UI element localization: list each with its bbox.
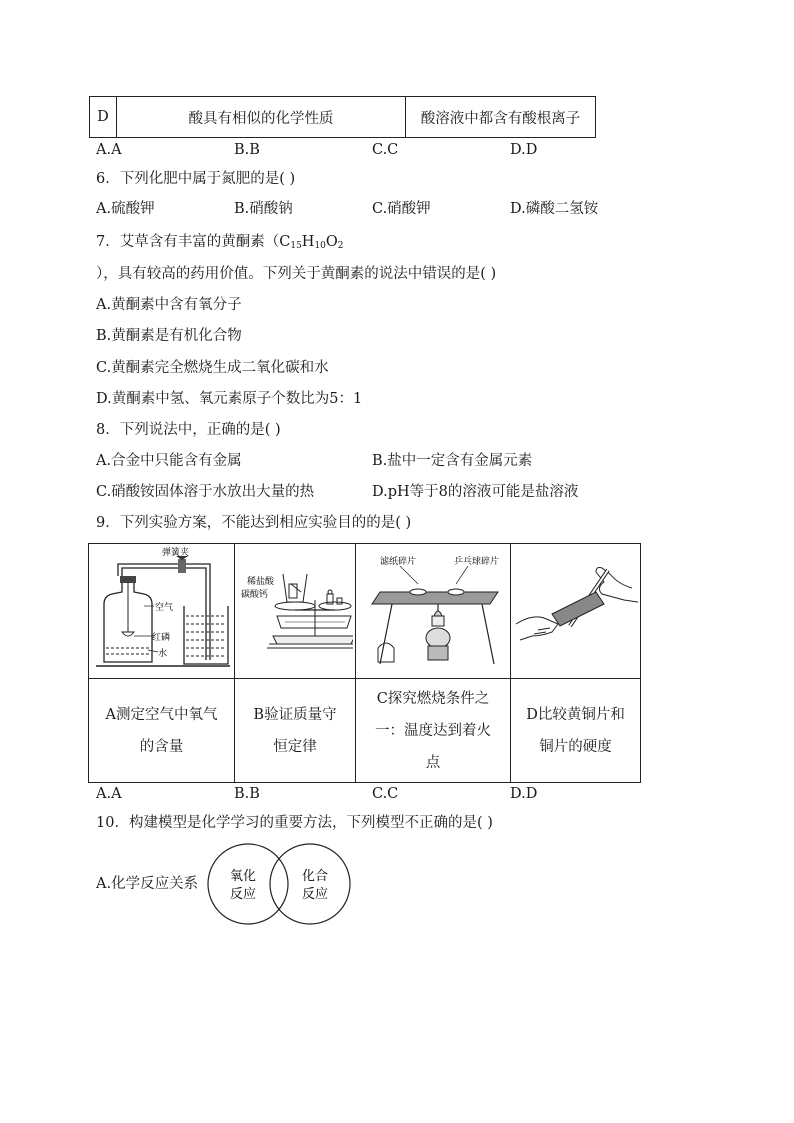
q7-option-b[interactable]: B.黄酮素是有机化合物 bbox=[96, 328, 242, 344]
q8-option-b[interactable]: B.盐中一定含有金属元素 bbox=[372, 453, 533, 469]
option-b[interactable]: B.B bbox=[234, 786, 260, 802]
q7-option-a[interactable]: A.黄酮素中含有氧分子 bbox=[96, 297, 242, 313]
label-filter-paper: 滤纸碎片 bbox=[380, 557, 417, 567]
label-phosphorus: 红磷 bbox=[151, 633, 170, 643]
q7-stem-line1 bbox=[96, 232, 344, 256]
right-circle-line1: 化合 bbox=[302, 869, 329, 884]
q7-stem-part1: 7．艾草含有丰富的黄酮素（ bbox=[96, 234, 280, 250]
figure-c-cell bbox=[356, 544, 511, 679]
table-cell-explanation: 酸溶液中都含有酸根离子 bbox=[406, 97, 596, 138]
caption-a: A测定空气中氧气 的含量 bbox=[89, 679, 235, 783]
oxidation-circle bbox=[208, 844, 288, 924]
option-a[interactable]: A.A bbox=[96, 786, 122, 802]
q10-option-a[interactable]: A.化学反应关系 bbox=[96, 876, 199, 892]
caption-b: B验证质量守 恒定律 bbox=[235, 679, 356, 783]
table-cell-letter: D bbox=[90, 97, 117, 138]
option-a[interactable]: A.硫酸钾 bbox=[96, 201, 155, 217]
option-c[interactable]: C.硝酸钾 bbox=[372, 201, 431, 217]
chemical-formula: $C_{15}H_{10}O_2$ bbox=[279, 234, 344, 251]
left-circle-line1: 氧化 bbox=[230, 869, 257, 884]
figure-d-cell bbox=[511, 544, 641, 679]
figure-b-cell bbox=[235, 544, 356, 679]
option-d[interactable]: D.D bbox=[510, 142, 538, 158]
label-clamp: 弹簧夹 bbox=[161, 548, 189, 558]
option-c[interactable]: C.C bbox=[372, 142, 399, 158]
experiment-table bbox=[88, 543, 641, 783]
q8-option-a[interactable]: A.合金中只能含有金属 bbox=[96, 453, 242, 469]
q8-option-d[interactable]: D.pH等于8的溶液可能是盐溶液 bbox=[372, 484, 579, 500]
answer-table-row-d bbox=[89, 96, 596, 138]
left-circle-line2: 反应 bbox=[230, 887, 257, 902]
option-d[interactable]: D.D bbox=[510, 786, 538, 802]
caption-d: D比较黄铜片和 铜片的硬度 bbox=[511, 679, 641, 783]
label-pingpong: 乒乓球碎片 bbox=[454, 557, 500, 567]
venn-diagram bbox=[204, 836, 356, 932]
label-carbonate: 碳酸钙 bbox=[241, 590, 269, 600]
option-a[interactable]: A.A bbox=[96, 142, 122, 158]
table-cell-statement: 酸具有相似的化学性质 bbox=[117, 97, 406, 138]
oxygen-measurement-apparatus bbox=[92, 544, 232, 674]
figure-a-cell bbox=[89, 544, 235, 679]
option-b[interactable]: B.B bbox=[234, 142, 260, 158]
balance-apparatus bbox=[237, 544, 353, 674]
combustion-apparatus bbox=[358, 544, 508, 674]
label-acid: 稀盐酸 bbox=[247, 577, 275, 587]
hardness-comparison-figure bbox=[512, 544, 640, 674]
option-d[interactable]: D.磷酸二氢铵 bbox=[510, 201, 599, 217]
right-circle-line2: 反应 bbox=[302, 887, 329, 902]
q6-stem: 6．下列化肥中属于氮肥的是( ) bbox=[96, 171, 296, 187]
label-air: 空气 bbox=[154, 603, 173, 613]
option-b[interactable]: B.硝酸钠 bbox=[234, 201, 293, 217]
q8-option-c[interactable]: C.硝酸铵固体溶于水放出大量的热 bbox=[96, 484, 315, 500]
label-water: 水 bbox=[157, 649, 167, 659]
combination-circle bbox=[270, 844, 350, 924]
q7-option-d[interactable]: D.黄酮素中氢、氧元素原子个数比为5：1 bbox=[96, 391, 363, 407]
q8-stem: 8．下列说法中，正确的是( ) bbox=[96, 422, 281, 438]
q7-stem-line2: ），具有较高的药用价值。下列关于黄酮素的说法中错误的是( ) bbox=[96, 266, 497, 282]
caption-c: C探究燃烧条件之 一：温度达到着火 点 bbox=[356, 679, 511, 783]
q10-stem: 10．构建模型是化学学习的重要方法，下列模型不正确的是( ) bbox=[96, 815, 493, 831]
q9-stem: 9．下列实验方案，不能达到相应实验目的的是( ) bbox=[96, 515, 412, 531]
q7-option-c[interactable]: C.黄酮素完全燃烧生成二氧化碳和水 bbox=[96, 360, 329, 376]
option-c[interactable]: C.C bbox=[372, 786, 399, 802]
